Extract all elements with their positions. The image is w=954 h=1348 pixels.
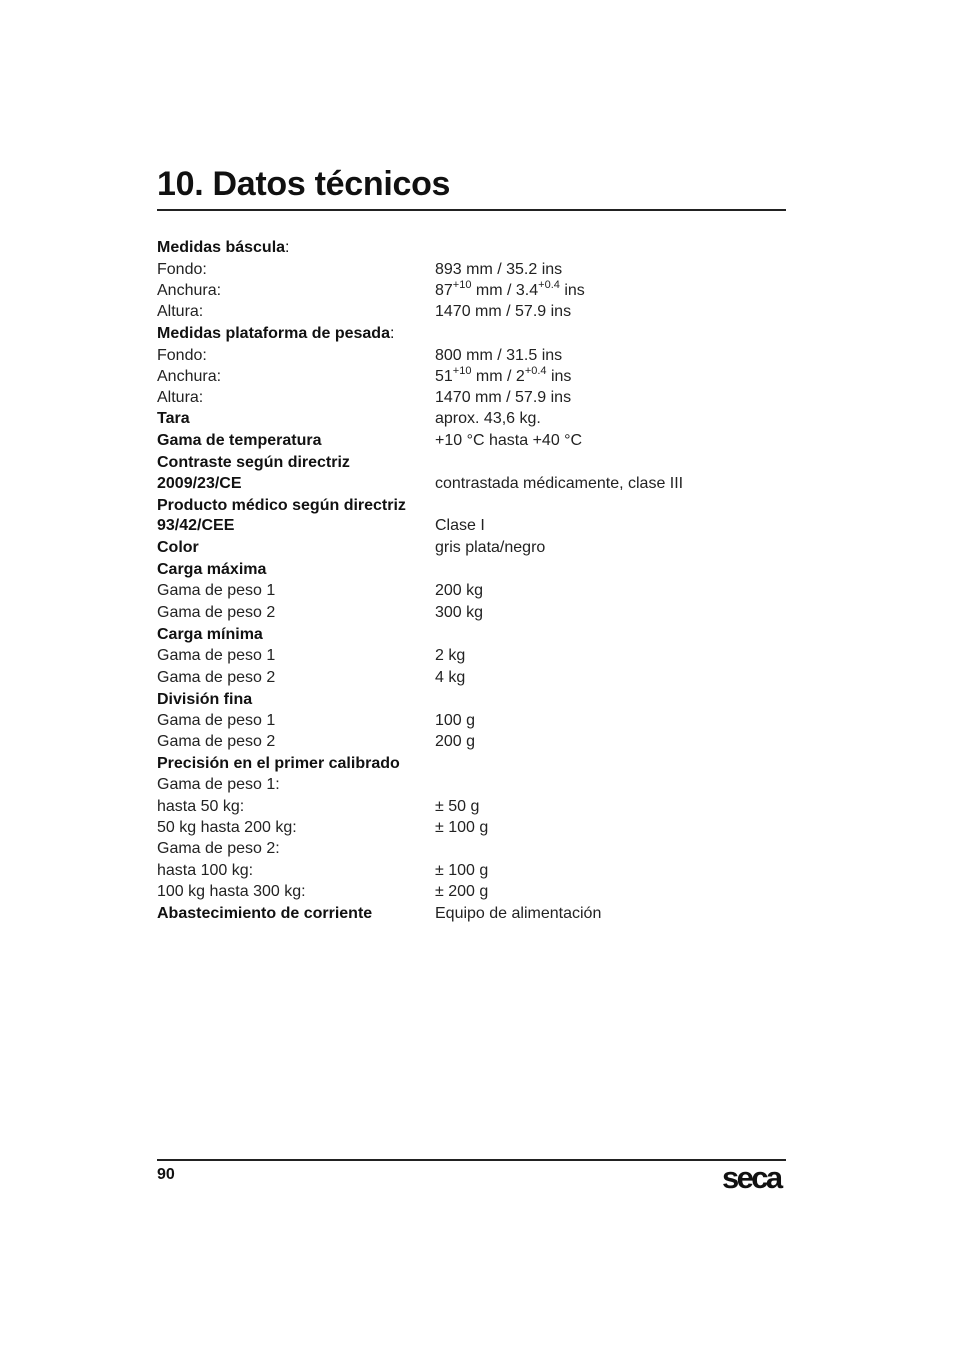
- spec-row: [157, 903, 786, 925]
- spec-label: Color: [157, 539, 199, 556]
- spec-row: [157, 753, 786, 775]
- spec-row: [157, 602, 786, 624]
- spec-label: Gama de temperatura: [157, 432, 322, 449]
- spec-label: Contraste según directriz: [157, 454, 350, 471]
- spec-row: [157, 495, 786, 517]
- spec-row: [157, 559, 786, 581]
- spec-label: Gama de peso 2:: [157, 840, 280, 857]
- spec-row: [157, 408, 786, 430]
- spec-value: $87^{+10}$ mm / $3.4^{+0.4}$ ins: [435, 278, 585, 299]
- spec-value: 2 kg: [435, 647, 466, 664]
- spec-label: Fondo:: [157, 347, 207, 364]
- spec-value: $51^{+10}$ mm / $2^{+0.4}$ ins: [435, 364, 572, 385]
- spec-row: [157, 259, 786, 281]
- spec-value: Equipo de alimentación: [435, 905, 602, 922]
- spec-label: Altura:: [157, 389, 204, 406]
- spec-row: [157, 774, 786, 796]
- spec-row: [157, 838, 786, 860]
- spec-label: hasta 50 kg:: [157, 798, 245, 815]
- spec-row: [157, 515, 786, 537]
- spec-label: 93/42/CEE: [157, 517, 235, 534]
- spec-row: [157, 860, 786, 882]
- spec-value: 100 g: [435, 712, 476, 729]
- spec-row: [157, 689, 786, 711]
- spec-value: 1470 mm / 57.9 ins: [435, 389, 572, 406]
- spec-row: [157, 817, 786, 839]
- spec-label: Gama de peso 1: [157, 582, 276, 599]
- spec-row: [157, 645, 786, 667]
- spec-label: Carga mínima: [157, 626, 263, 643]
- spec-label: 100 kg hasta 300 kg:: [157, 883, 306, 900]
- spec-row: [157, 667, 786, 689]
- spec-label: Anchura:: [157, 368, 222, 385]
- seca-logo-text: seca: [722, 1163, 781, 1193]
- footer-divider: [157, 1159, 786, 1161]
- spec-label: Altura:: [157, 303, 204, 320]
- spec-label: Anchura:: [157, 282, 222, 299]
- spec-row: [157, 430, 786, 452]
- spec-label: Gama de peso 1: [157, 647, 276, 664]
- spec-label: Precisión en el primer calibrado: [157, 755, 400, 772]
- spec-row: [157, 796, 786, 818]
- spec-row: [157, 710, 786, 732]
- spec-value: 200 g: [435, 733, 476, 750]
- spec-label: Medidas plataforma de pesada:: [157, 325, 395, 342]
- spec-value: 200 kg: [435, 582, 484, 599]
- spec-value: 800 mm / 31.5 ins: [435, 347, 563, 364]
- spec-row: [157, 366, 786, 388]
- spec-label: División fina: [157, 691, 253, 708]
- spec-label: Gama de peso 2: [157, 604, 276, 621]
- title-divider: [157, 209, 786, 211]
- spec-label: Tara: [157, 410, 190, 427]
- spec-row: [157, 280, 786, 302]
- spec-row: [157, 237, 786, 259]
- spec-value: ± 100 g: [435, 862, 489, 879]
- spec-value: ± 200 g: [435, 883, 489, 900]
- page-number: 90: [157, 1166, 175, 1183]
- spec-label: Fondo:: [157, 261, 207, 278]
- spec-value: Clase I: [435, 517, 485, 534]
- spec-label: Medidas báscula:: [157, 239, 290, 256]
- spec-label: Gama de peso 2: [157, 669, 276, 686]
- spec-row: [157, 473, 786, 495]
- spec-value: ± 100 g: [435, 819, 489, 836]
- spec-row: [157, 301, 786, 323]
- spec-label: Gama de peso 2: [157, 733, 276, 750]
- page-title: 10. Datos técnicos: [157, 165, 451, 203]
- spec-row: [157, 537, 786, 559]
- spec-row: [157, 387, 786, 409]
- spec-value: ± 50 g: [435, 798, 480, 815]
- spec-label: Gama de peso 1:: [157, 776, 280, 793]
- spec-label: hasta 100 kg:: [157, 862, 254, 879]
- spec-value: 1470 mm / 57.9 ins: [435, 303, 572, 320]
- spec-label: 2009/23/CE: [157, 475, 242, 492]
- spec-row: [157, 624, 786, 646]
- spec-row: [157, 881, 786, 903]
- spec-value: gris plata/negro: [435, 539, 546, 556]
- spec-label: Gama de peso 1: [157, 712, 276, 729]
- spec-value: aprox. 43,6 kg.: [435, 410, 541, 427]
- spec-row: [157, 452, 786, 474]
- spec-value: 893 mm / 35.2 ins: [435, 261, 563, 278]
- spec-row: [157, 731, 786, 753]
- spec-row: [157, 345, 786, 367]
- spec-row: [157, 580, 786, 602]
- spec-label: Carga máxima: [157, 561, 267, 578]
- spec-value: +10 °C hasta +40 °C: [435, 432, 583, 449]
- spec-label: 50 kg hasta 200 kg:: [157, 819, 297, 836]
- spec-row: [157, 323, 786, 345]
- spec-value: contrastada médicamente, clase III: [435, 475, 684, 492]
- spec-value: 4 kg: [435, 669, 466, 686]
- spec-label: Producto médico según directriz: [157, 497, 406, 514]
- spec-value: 300 kg: [435, 604, 484, 621]
- spec-label: Abastecimiento de corriente: [157, 905, 373, 922]
- seca-logo: [722, 1163, 788, 1193]
